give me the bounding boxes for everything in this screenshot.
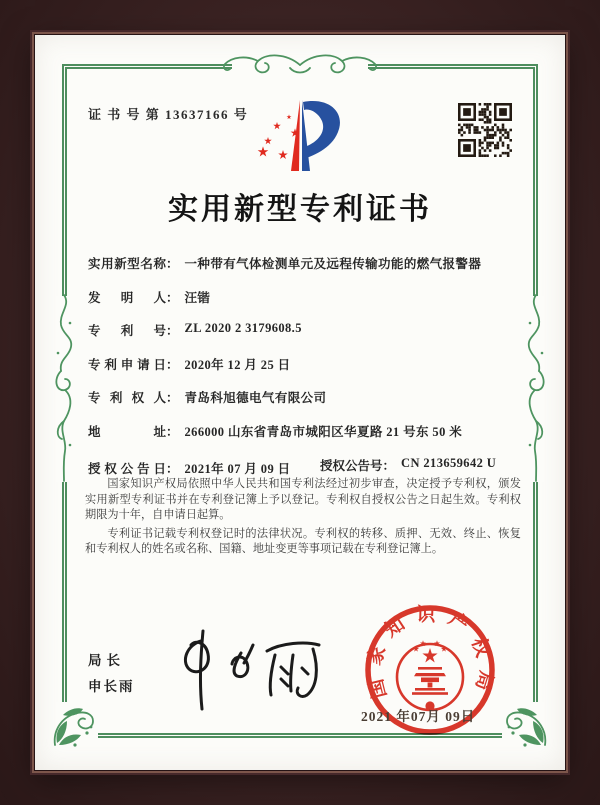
fields-block <box>88 254 524 489</box>
field-label: 授权公告日 <box>88 461 166 476</box>
field-label: 专利权人 <box>88 391 166 406</box>
field-row-inventor: 发明人： 汪锴 <box>88 288 524 309</box>
field-value: CN 213659642 U <box>401 455 497 470</box>
field-label: 专利号 <box>88 324 166 339</box>
field-label: 发明人 <box>88 290 166 305</box>
field-value: 青岛科旭德电气有限公司 <box>184 391 327 406</box>
floral-corner-right-icon <box>503 703 549 749</box>
field-row-address: 地址： 266000 山东省青岛市城阳区华夏路 21 号东 50 米 <box>88 422 524 443</box>
certificate-paper <box>35 35 565 770</box>
legal-paragraph-2: 专利证书记载专利权登记时的法律状况。专利权的转移、质押、无效、终止、恢复和专利权人的姓名或名称、国籍、地址变更等事项记载在专利登记簿上。 <box>85 527 521 555</box>
flourish-left-icon <box>49 293 79 483</box>
field-row-filing-date: 专利申请日： 2020年 12 月 25 日 <box>88 355 524 376</box>
flourish-right-icon <box>521 293 551 483</box>
legal-text <box>85 477 521 561</box>
field-value: ZL 2020 2 3179608.5 <box>184 321 302 336</box>
director-name: 申长雨 <box>88 679 135 694</box>
floral-corner-left-icon <box>51 703 97 749</box>
grant-date-stamp: 2021 年07月 09日 <box>361 709 476 724</box>
field-row-grant: 授权公告日： 2021年 07 月 09 日 授权公告号： CN 213659642 U <box>88 455 497 476</box>
field-label: 专利申请日 <box>88 357 166 372</box>
field-value: 一种带有气体检测单元及远程传输功能的燃气报警器 <box>184 257 482 271</box>
certificate-title: 实用新型专利证书 <box>168 193 432 226</box>
field-value: 汪锴 <box>184 290 211 305</box>
field-label: 实用新型名称 <box>88 257 166 271</box>
field-label: 授权公告号 <box>320 458 383 473</box>
field-value: 2020年 12 月 25 日 <box>184 357 291 372</box>
cnipa-logo-icon <box>249 93 349 178</box>
national-emblem-icon <box>397 640 463 710</box>
qr-code <box>458 103 512 157</box>
field-row-name: 实用新型名称： 一种带有气体检测单元及远程传输功能的燃气报警器 <box>88 254 524 275</box>
director-title: 局长 <box>88 653 125 668</box>
field-row-patentee: 专利权人： 青岛科旭德电气有限公司 <box>88 388 524 409</box>
field-value: 266000 山东省青岛市城阳区华夏路 21 号东 50 米 <box>184 424 463 439</box>
legal-paragraph-1: 国家知识产权局依照中华人民共和国专利法经过初步审查，决定授予专利权，颁发实用新型专利证书并在专利登记簿上予以登记。专利权自授权公告之日起生效。专利权期限为十年，自申请日起算。 <box>85 478 521 521</box>
signature <box>163 623 348 713</box>
certificate-number: 证 书 号 第 13637166 号 <box>88 107 249 122</box>
flourish-top-icon <box>220 51 380 77</box>
field-row-patent-no: 专利号： ZL 2020 2 3179608.5 <box>88 321 302 339</box>
seal-text: 国家知识产权局 <box>363 604 497 704</box>
field-label: 地址 <box>88 424 166 439</box>
field-value: 2021年 07 月 09 日 <box>184 461 291 476</box>
